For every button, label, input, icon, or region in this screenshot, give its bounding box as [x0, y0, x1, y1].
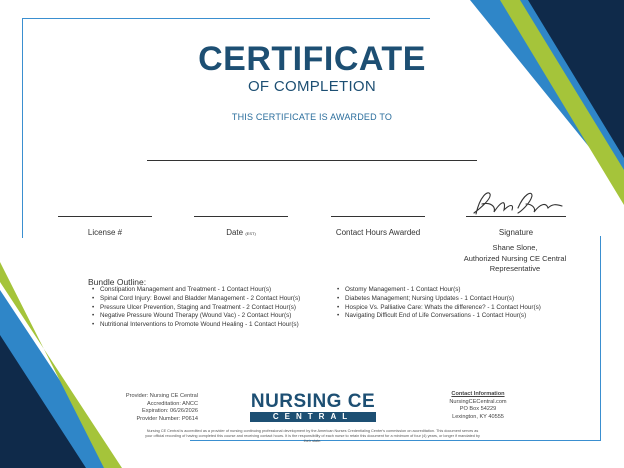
date-line [194, 216, 288, 217]
list-item: • Hospice Vs. Palliative Care: Whats the difference? - 1 Contact Hour(s) [345, 304, 541, 313]
signer-role: Representative [489, 264, 541, 273]
signature-label: Signature [498, 228, 534, 237]
list-item: • Spinal Cord Injury: Bowel and Bladder Management - 2 Contact Hour(s) [100, 295, 300, 304]
provider-name: Provider: Nursing CE Central [125, 393, 198, 399]
list-item: • Navigating Difficult End of Life Conversations - 1 Contact Hour(s) [345, 312, 541, 321]
certificate-subtitle: OF COMPLETION [247, 78, 377, 95]
nursing-ce-central-logo [250, 392, 376, 422]
date-timezone-note: (EST) [245, 231, 256, 236]
date-label-text: Date [226, 228, 244, 237]
date-label [194, 228, 288, 237]
frame-top-line [22, 18, 430, 19]
contact-city: Lexington, KY 40555 [452, 413, 504, 420]
logo-top-text: NURSING CE [250, 391, 376, 412]
accreditation-disclaimer: Nursing CE Central is accredited as a provider of nursing continuing professional development by the American Nurses Credentialing Center's commission on accreditation. This document serves as your official recording of having completed this course and receiving contact hours. It is the responsibility of each nurse to retain this document for a minimum of four (4) years, or longer if mandated by their state. [145, 429, 480, 443]
signer-title: Authorized Nursing CE Central [463, 253, 567, 263]
contact-po-box: PO Box 54229 [459, 406, 497, 412]
logo-bottom-text: CENTRAL [250, 412, 376, 422]
awarded-to-text: THIS CERTIFICATE IS AWARDED TO [231, 112, 393, 122]
list-item: • Ostomy Management - 1 Contact Hour(s) [345, 286, 541, 295]
license-line [58, 216, 152, 217]
license-label: License # [87, 228, 123, 237]
signer-name: Shane Slone, [492, 243, 538, 252]
contact-info [432, 391, 524, 421]
provider-info [100, 393, 198, 423]
handwritten-signature [466, 186, 566, 220]
frame-right-line [600, 236, 601, 441]
signer-block [450, 243, 580, 275]
provider-accreditation: Accreditation: ANCC [147, 400, 198, 407]
bundle-outline-heading: Bundle Outline: [88, 277, 147, 287]
contact-hours-line [331, 216, 425, 217]
certificate-title: CERTIFICATE [198, 40, 426, 78]
contact-hours-label: Contact Hours Awarded [335, 228, 421, 237]
recipient-name-line [147, 160, 477, 161]
list-item: • Pressure Ulcer Prevention, Staging and Treatment - 2 Contact Hour(s) [100, 304, 300, 313]
contact-heading: Contact Information [451, 391, 505, 397]
provider-number: Provider Number: P0614 [136, 415, 198, 422]
list-item: • Nutritional Interventions to Promote Wound Healing - 1 Contact Hour(s) [100, 321, 300, 330]
bundle-right-list [335, 286, 541, 321]
list-item: • Diabetes Management; Nursing Updates - 1 Contact Hour(s) [345, 295, 541, 304]
contact-website-link[interactable]: NursingCECentral.com [449, 398, 507, 405]
list-item: • Negative Pressure Wound Therapy (Wound Vac) - 2 Contact Hour(s) [100, 312, 300, 321]
bundle-left-list [90, 286, 300, 330]
list-item: • Constipation Management and Treatment - 1 Contact Hour(s) [100, 286, 300, 295]
provider-expiration: Expiration: 06/26/2026 [142, 408, 198, 414]
